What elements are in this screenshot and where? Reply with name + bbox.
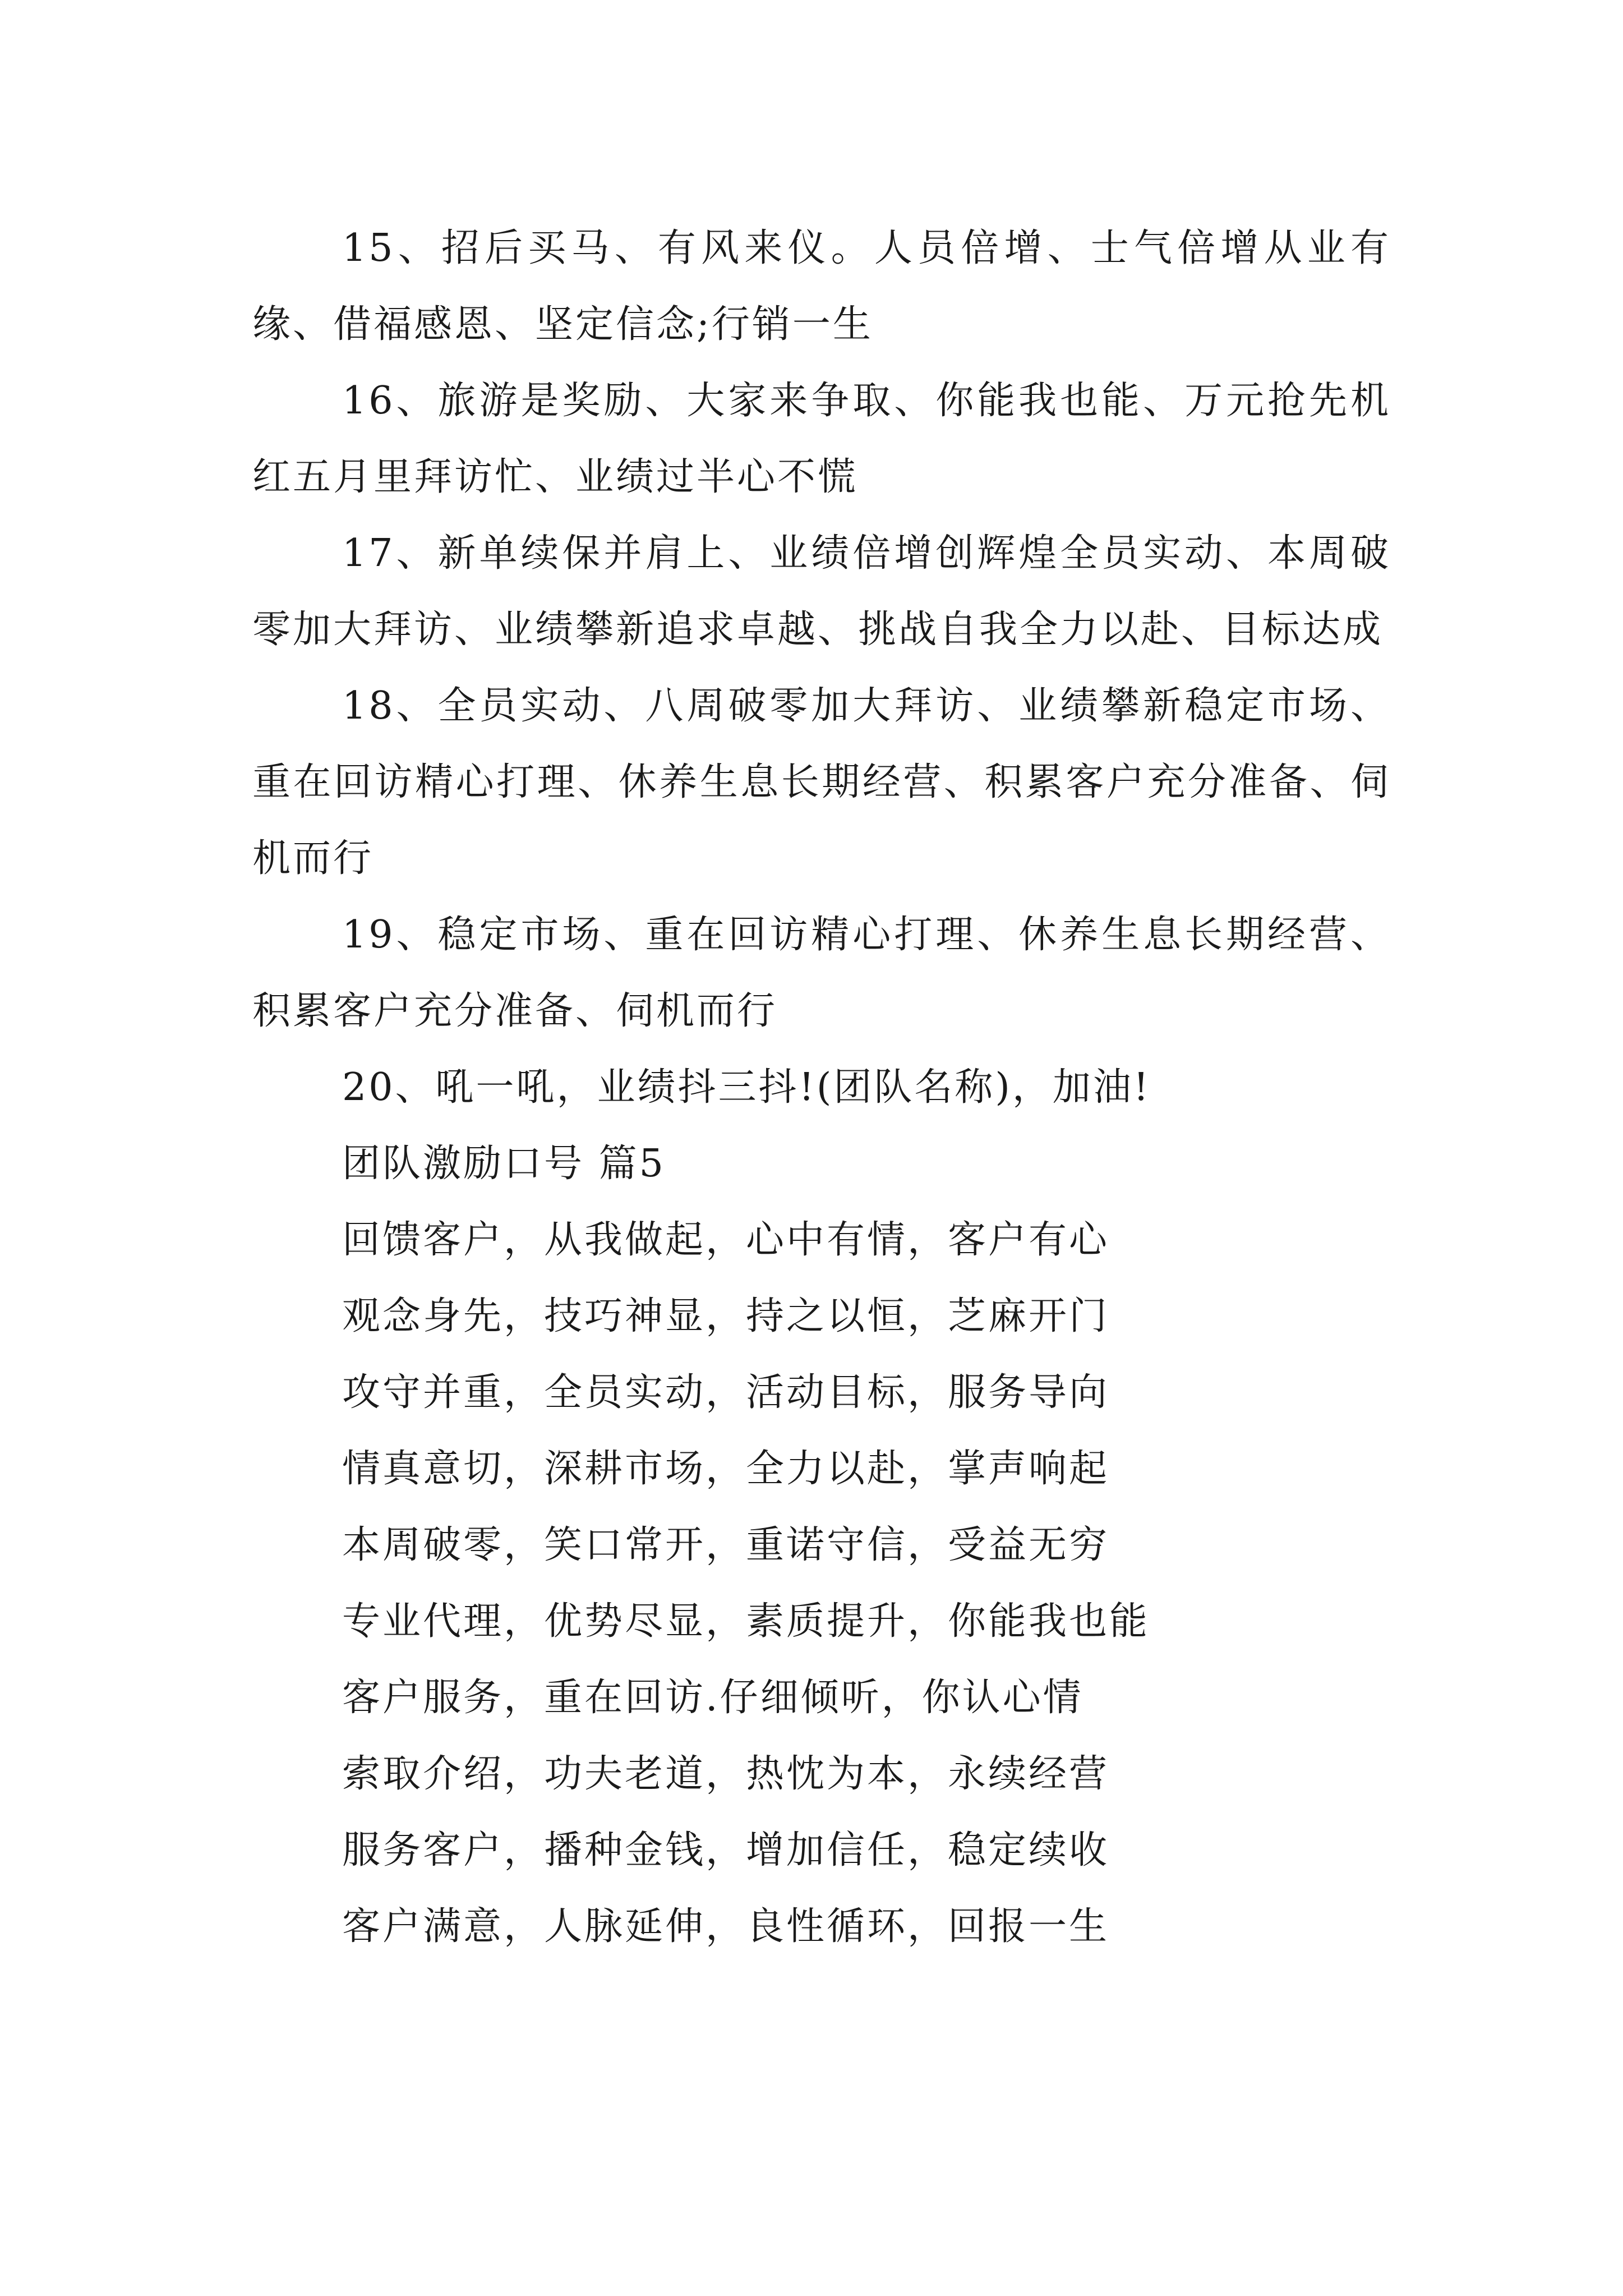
paragraph-17: 17、新单续保并肩上、业绩倍增创辉煌全员实动、本周破零加大拜访、业绩攀新追求卓越、挑战自我全力以赴、目标达成 — [252, 531, 1391, 652]
paragraph-18: 18、全员实动、八周破零加大拜访、业绩攀新稳定市场、重在回访精心打理、休养生息长期经营、积累客户充分准备、伺机而行 — [252, 684, 1391, 881]
slogan-line: 服务客户，播种金钱，增加信任，稳定续收 — [342, 1828, 1110, 1872]
slogan-line: 客户服务，重在回访.仔细倾听，你认心情 — [342, 1676, 1083, 1720]
paragraph-19: 19、稳定市场、重在回访精心打理、休养生息长期经营、积累客户充分准备、伺机而行 — [252, 913, 1391, 1033]
slogan-line: 情真意切，深耕市场，全力以赴，掌声响起 — [342, 1447, 1110, 1491]
slogan-line: 专业代理，优势尽显，素质提升，你能我也能 — [342, 1599, 1150, 1644]
slogan-line: 客户满意，人脉延伸，良性循环，回报一生 — [342, 1904, 1110, 1949]
paragraph-16: 16、旅游是奖励、大家来争取、你能我也能、万元抢先机红五月里拜访忙、业绩过半心不慌 — [252, 379, 1391, 499]
slogan-line: 攻守并重，全员实动，活动目标，服务导向 — [342, 1370, 1110, 1415]
slogan-line: 本周破零，笑口常开，重诺守信，受益无穷 — [342, 1523, 1110, 1567]
paragraph-20: 20、吼一吼，业绩抖三抖!(团队名称)，加油! — [342, 1065, 1151, 1110]
slogan-line: 观念身先，技巧神显，持之以恒，芝麻开门 — [342, 1294, 1110, 1338]
paragraph-15: 15、招后买马、有风来仪。人员倍增、士气倍增从业有缘、借福感恩、坚定信念;行销一生 — [252, 226, 1391, 347]
section-heading: 团队激励口号 篇5 — [342, 1142, 666, 1186]
document-body — [252, 210, 1391, 1965]
slogan-line: 索取介绍，功夫老道，热忱为本，永续经营 — [342, 1752, 1110, 1796]
slogan-line: 回馈客户，从我做起，心中有情，客户有心 — [342, 1218, 1110, 1262]
